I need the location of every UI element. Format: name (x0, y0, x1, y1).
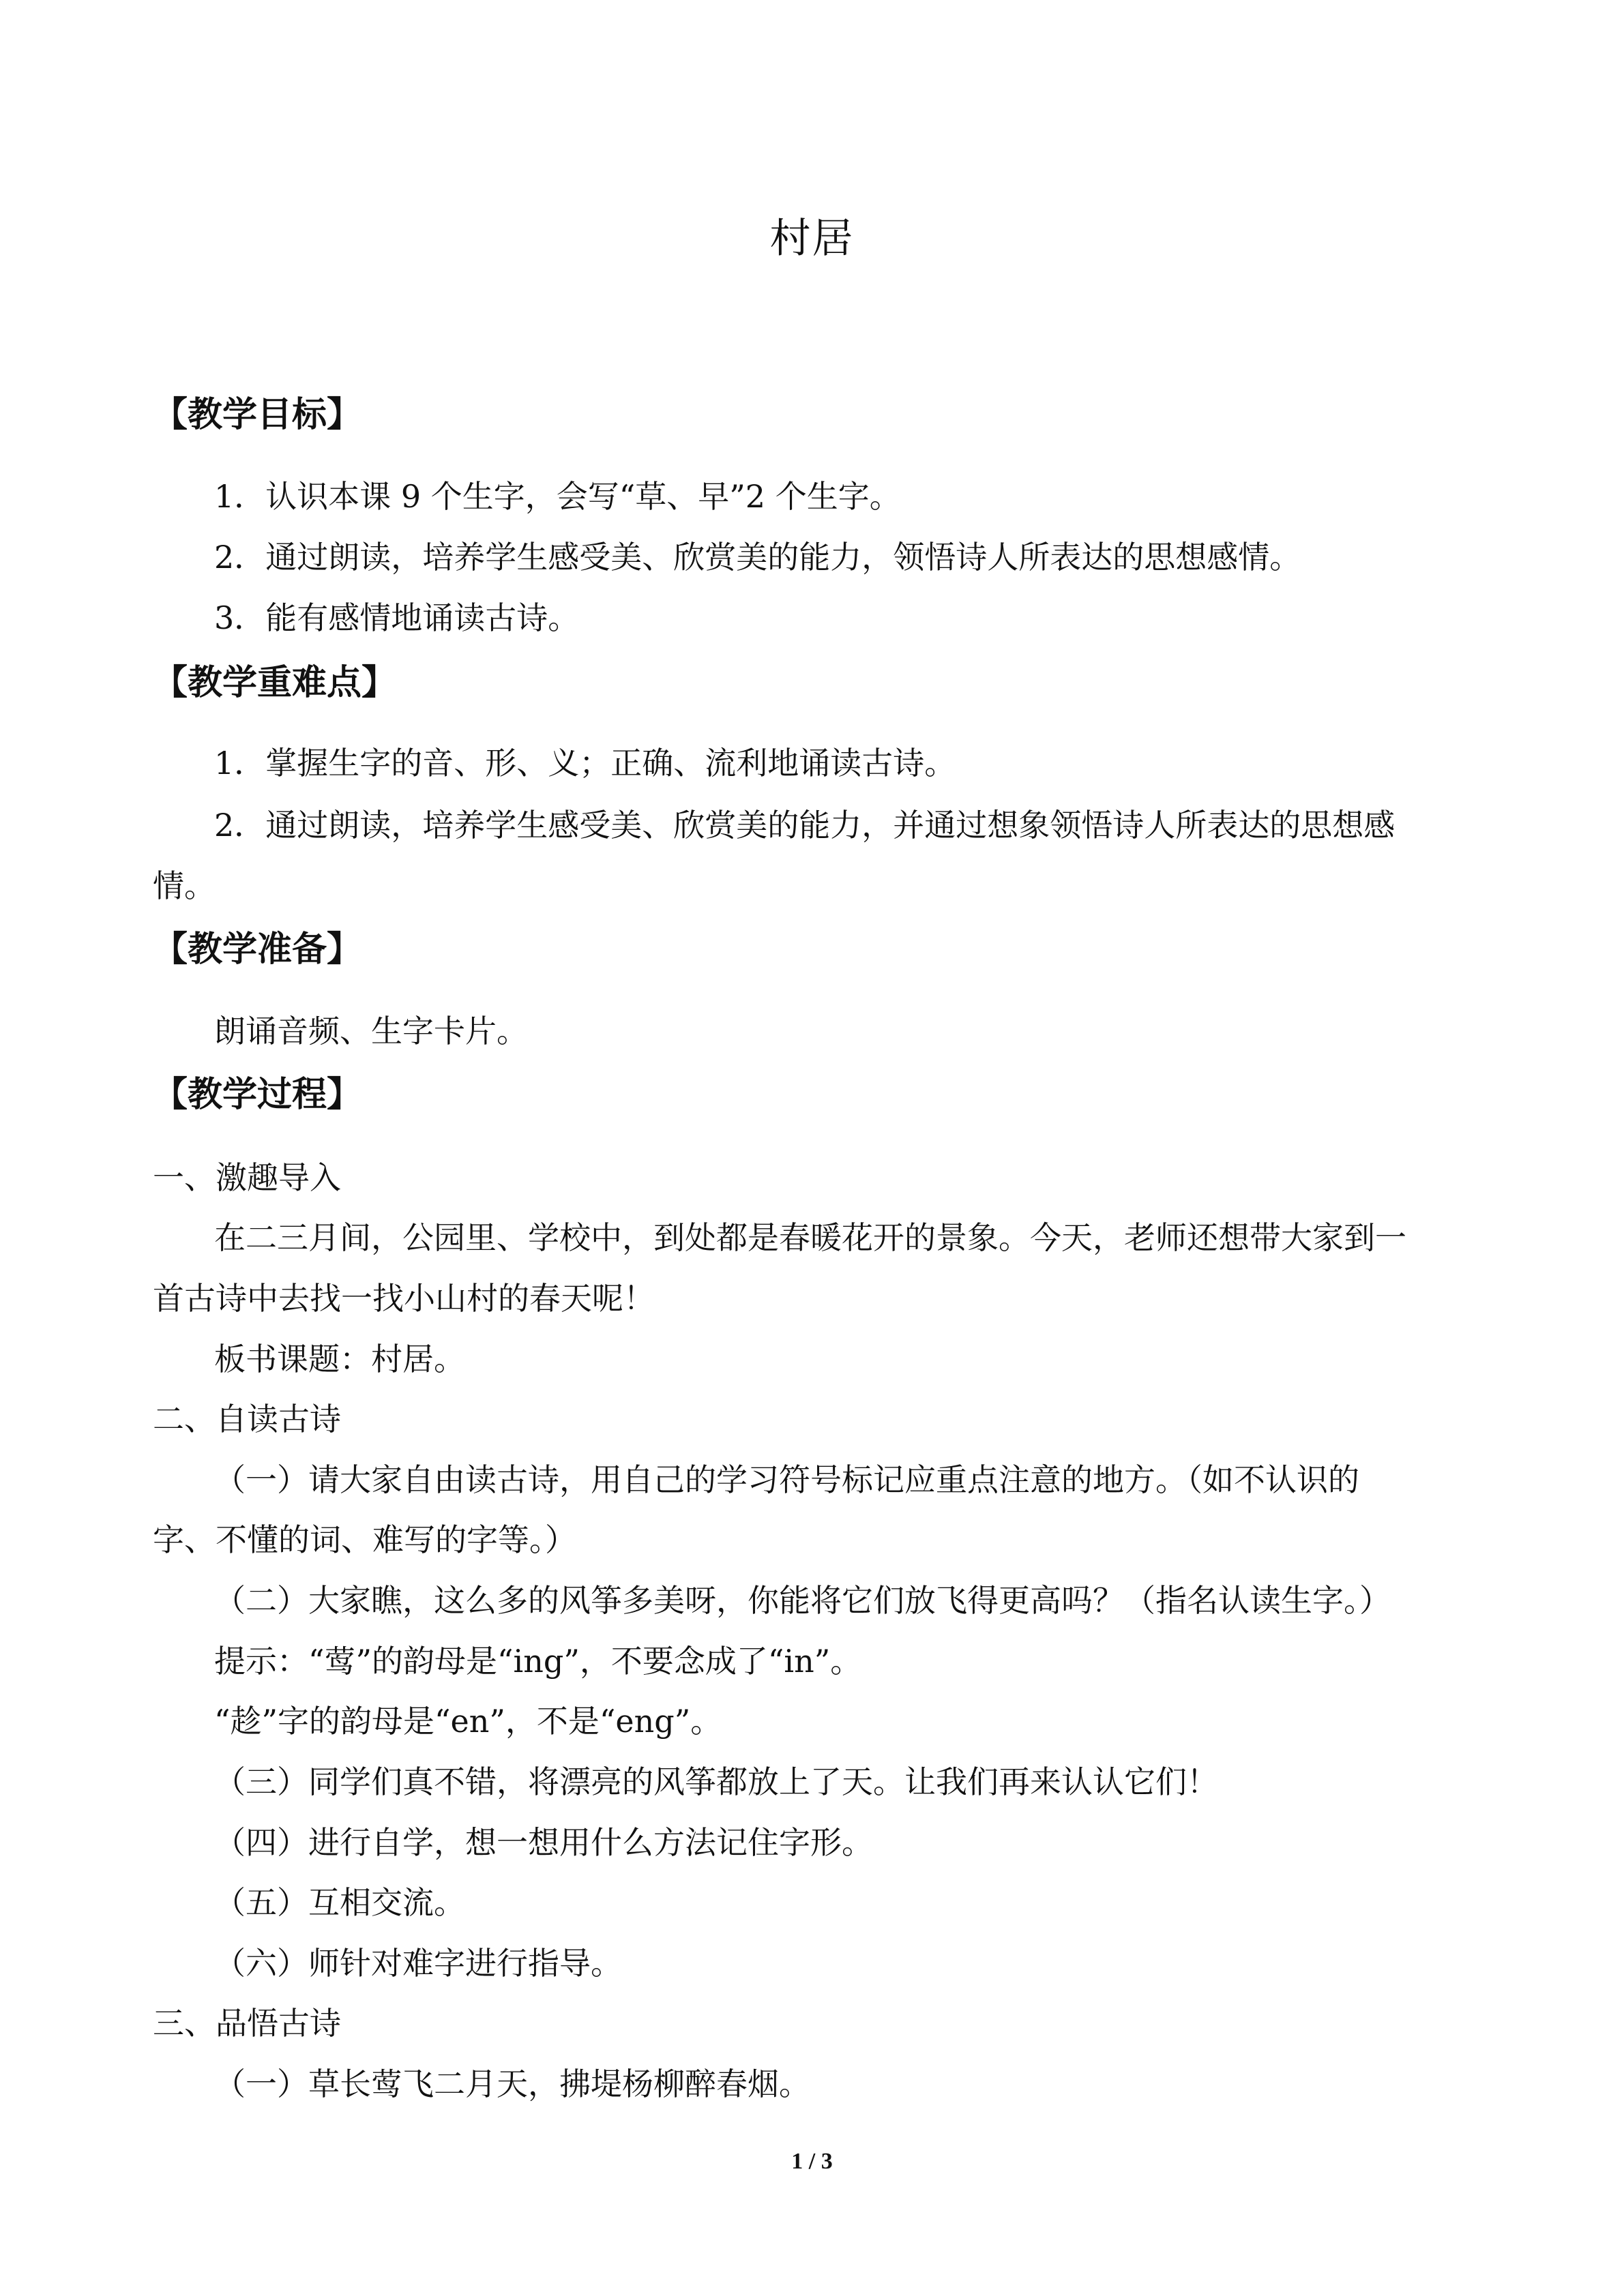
process-line: 在二三月间，公园里、学校中，到处都是春暖花开的景象。今天，老师还想带大家到一 (214, 1219, 1406, 1256)
preparation-item: 朗诵音频、生字卡片。 (214, 1013, 528, 1049)
keypoint-item-2: 2．通过朗读，培养学生感受美、欣赏美的能力，并通过想象领悟诗人所表达的思想感 (214, 807, 1396, 844)
process-line: （四）进行自学，想一想用什么方法记住字形。 (214, 1824, 873, 1861)
process-line: （六）师针对难字进行指导。 (214, 1945, 622, 1982)
heading-preparation: 【教学准备】 (153, 929, 362, 970)
heading-teaching-goals: 【教学目标】 (153, 394, 362, 435)
process-line: 三、品悟古诗 (153, 2005, 341, 2042)
page-number: 1 / 3 (791, 2149, 833, 2174)
heading-key-difficulties: 【教学重难点】 (153, 662, 397, 703)
process-line: 一、激趣导入 (153, 1159, 341, 1196)
process-line: （一）请大家自由读古诗，用自己的学习符号标记应重点注意的地方。（如不认识的 (214, 1461, 1359, 1498)
process-line: （五）互相交流。 (214, 1884, 465, 1921)
process-line: （三）同学们真不错，将漂亮的风筝都放上了天。让我们再来认认它们！ (214, 1763, 1218, 1800)
goal-item-3: 3．能有感情地诵读古诗。 (214, 599, 580, 636)
heading-teaching-process: 【教学过程】 (153, 1074, 362, 1115)
keypoint-item-1: 1．掌握生字的音、形、义；正确、流利地诵读古诗。 (214, 745, 956, 781)
keypoint-item-2-continuation: 情。 (153, 867, 216, 904)
goal-item-1: 1．认识本课 9 个生字，会写“草、早”2 个生字。 (214, 478, 901, 515)
process-line: 字、不懂的词、难写的字等。） (153, 1521, 576, 1558)
process-line: 板书课题：村居。 (214, 1341, 465, 1377)
process-line: （二）大家瞧，这么多的风筝多美呀，你能将它们放飞得更高吗？（指名认读生字。） (214, 1582, 1391, 1619)
process-line: （一）草长莺飞二月天，拂堤杨柳醉春烟。 (214, 2066, 810, 2102)
page-title: 村居 (769, 215, 855, 263)
process-line: “趁”字的韵母是“en”，不是“eng”。 (214, 1703, 722, 1740)
process-line: 提示：“莺”的韵母是“ing”，不要念成了“in”。 (214, 1643, 862, 1680)
process-line: 首古诗中去找一找小山村的春天呢！ (153, 1280, 655, 1317)
goal-item-2: 2．通过朗读，培养学生感受美、欣赏美的能力，领悟诗人所表达的思想感情。 (214, 539, 1301, 576)
process-line: 二、自读古诗 (153, 1401, 341, 1437)
